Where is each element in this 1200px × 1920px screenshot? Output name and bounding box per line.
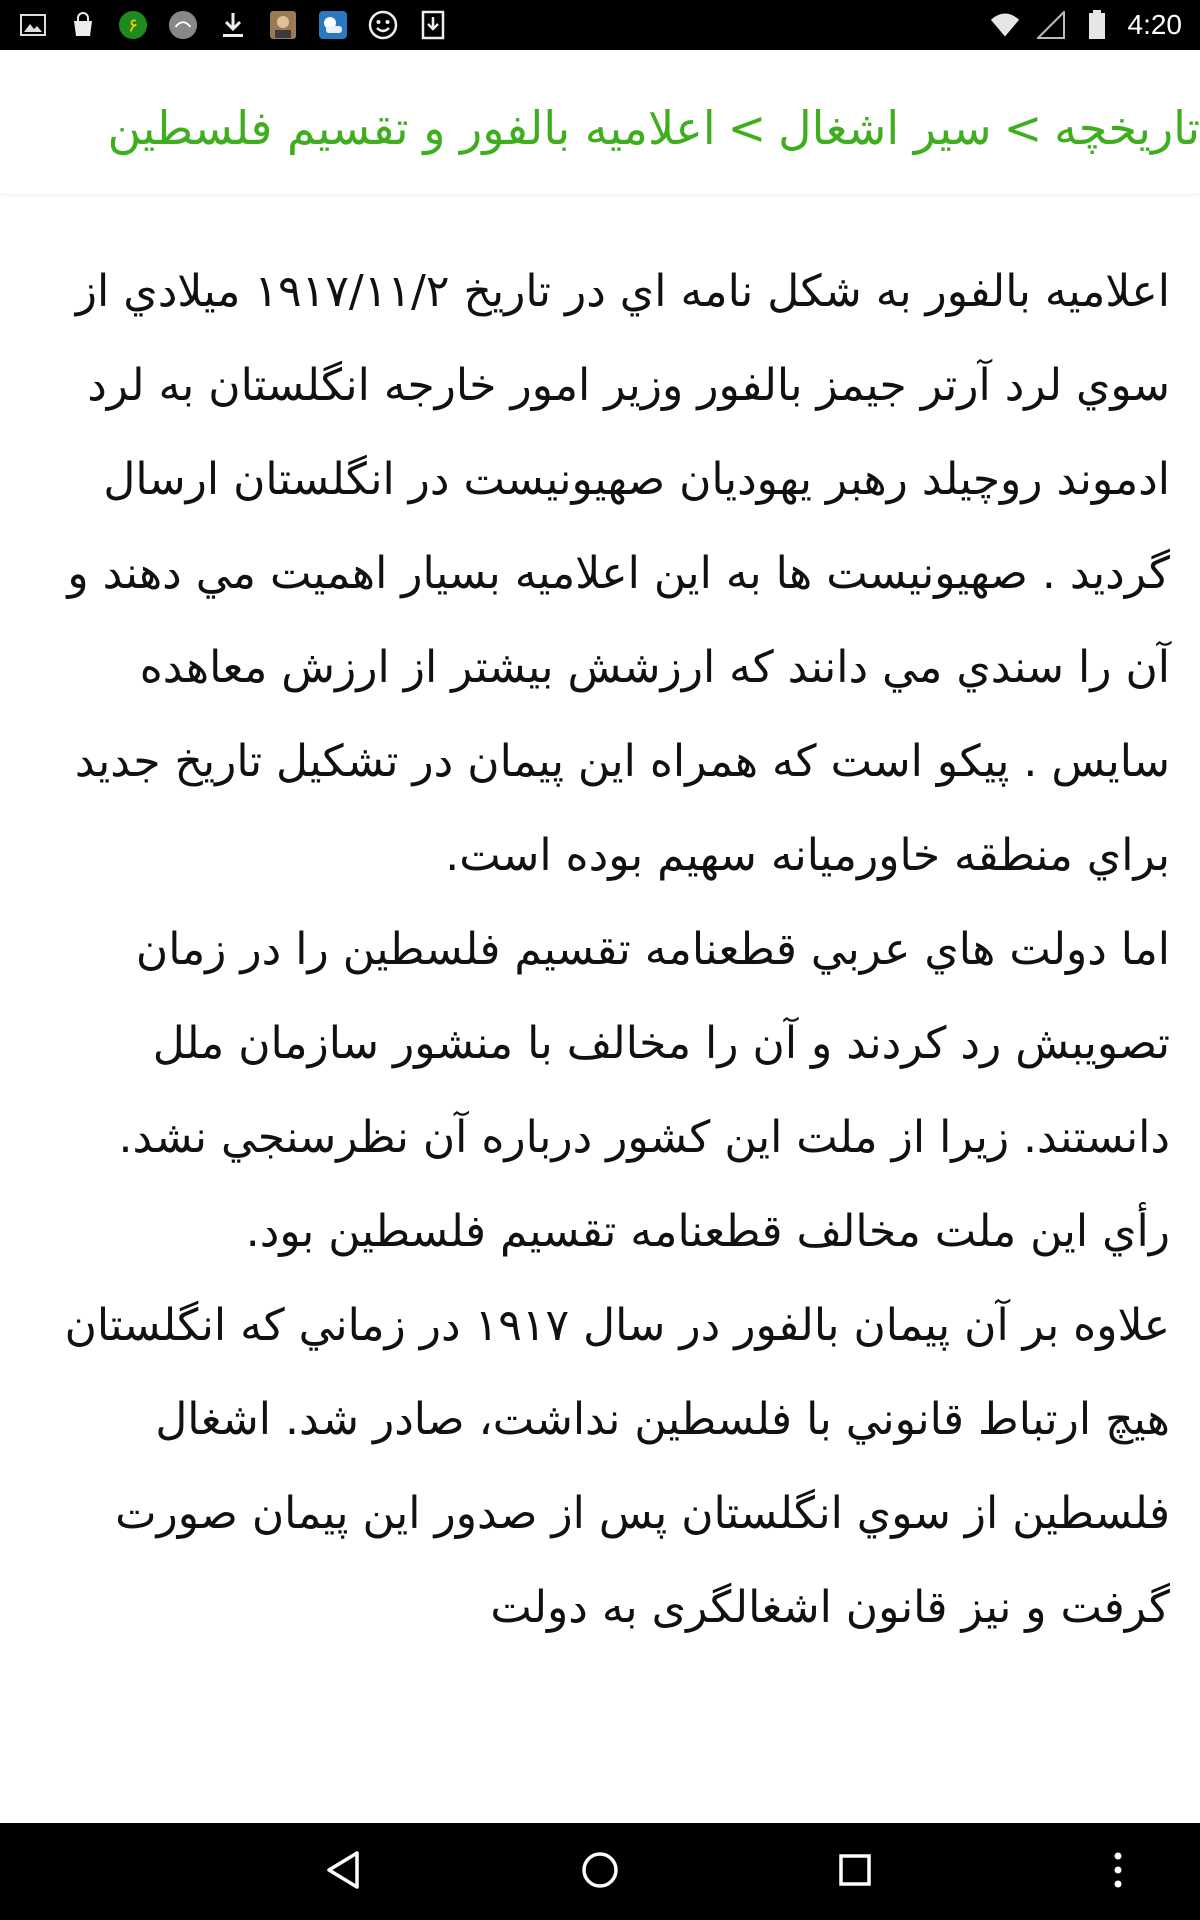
- article-body: [0, 205, 1200, 1655]
- contact-photo-icon: [268, 10, 298, 40]
- battery-icon: [1082, 10, 1112, 40]
- breadcrumb-item-history[interactable]: تاریخچه: [1054, 101, 1200, 155]
- menu-icon: [1113, 1850, 1123, 1894]
- notification-icons: [18, 0, 448, 50]
- back-button[interactable]: [283, 1823, 403, 1920]
- shopping-bag-icon: [68, 10, 98, 40]
- system-icons: [990, 0, 1183, 50]
- article-paragraph: اعلاميه بالفور به شكل نامه اي در تاريخ ۱۹۱۷/۱۱/۲ ميلادي از سوي لرد آرتر جيمز بالفور وزير امور خارجه انگلستان به لرد ادموند روچيلد رهبر يهوديان صهيونيست در انگلستان ارسال گرديد . صهيونيست ها به اين اعلاميه بسيار اهميت مي دهند و آن را سندي مي دانند كه ارزشش بيشتر از ارزش معاهده سايس . پيكو است كه همراه اين پيمان در تشكيل تاريخ جديد براي منطقه خاورميانه سهيم بوده است.: [67, 266, 1170, 881]
- recents-icon: [838, 1853, 872, 1891]
- home-button[interactable]: [540, 1823, 660, 1920]
- weather-icon: [318, 10, 348, 40]
- article-paragraph: رأي اين ملت مخالف قطعنامه تقسيم فلسطين بود.: [245, 1206, 1170, 1257]
- article-paragraph: علاوه بر آن پيمان بالفور در سال ۱۹۱۷ در زماني كه انگلستان هيچ ارتباط قانوني با فلسطين نداشت، صادر شد. اشغال فلسطين از سوي انگلستان پس از صدور اين پيمان صورت گرفت و نيز قانون اشغالگری به دولت: [64, 1300, 1170, 1633]
- badge-icon: [118, 10, 148, 40]
- article-paragraph: اما دولت هاي عربي قطعنامه تقسيم فلسطين را در زمان تصويبش رد كردند و آن را مخالف با منشور سازمان ملل دانستند. زيرا از ملت اين كشور درباره آن نظرسنجي نشد.: [118, 924, 1170, 1163]
- status-time: 4:20: [1127, 9, 1182, 40]
- navigation-bar: [0, 1823, 1200, 1920]
- status-bar: [0, 0, 1200, 50]
- salavat-app-icon: [168, 10, 198, 40]
- gallery-icon: [18, 10, 48, 40]
- breadcrumb-separator: >: [727, 101, 767, 155]
- save-icon: [418, 10, 448, 40]
- smiley-icon: [368, 10, 398, 40]
- home-icon: [580, 1850, 620, 1894]
- breadcrumb-item-occupation[interactable]: سیر اشغال: [778, 101, 992, 155]
- breadcrumb-item-balfour[interactable]: اعلامیه بالفور و تقسیم فلسطین: [107, 101, 716, 155]
- download-icon: [218, 10, 248, 40]
- back-icon: [325, 1850, 361, 1894]
- breadcrumb-separator: >: [1003, 101, 1043, 155]
- article-scroll-area[interactable]: [0, 205, 1200, 1823]
- breadcrumb: [0, 50, 1200, 195]
- menu-button[interactable]: [1088, 1823, 1148, 1920]
- badge-text: ۶: [127, 15, 139, 37]
- wifi-icon: [990, 10, 1020, 40]
- cellular-signal-icon: [1036, 10, 1066, 40]
- recents-button[interactable]: [795, 1823, 915, 1920]
